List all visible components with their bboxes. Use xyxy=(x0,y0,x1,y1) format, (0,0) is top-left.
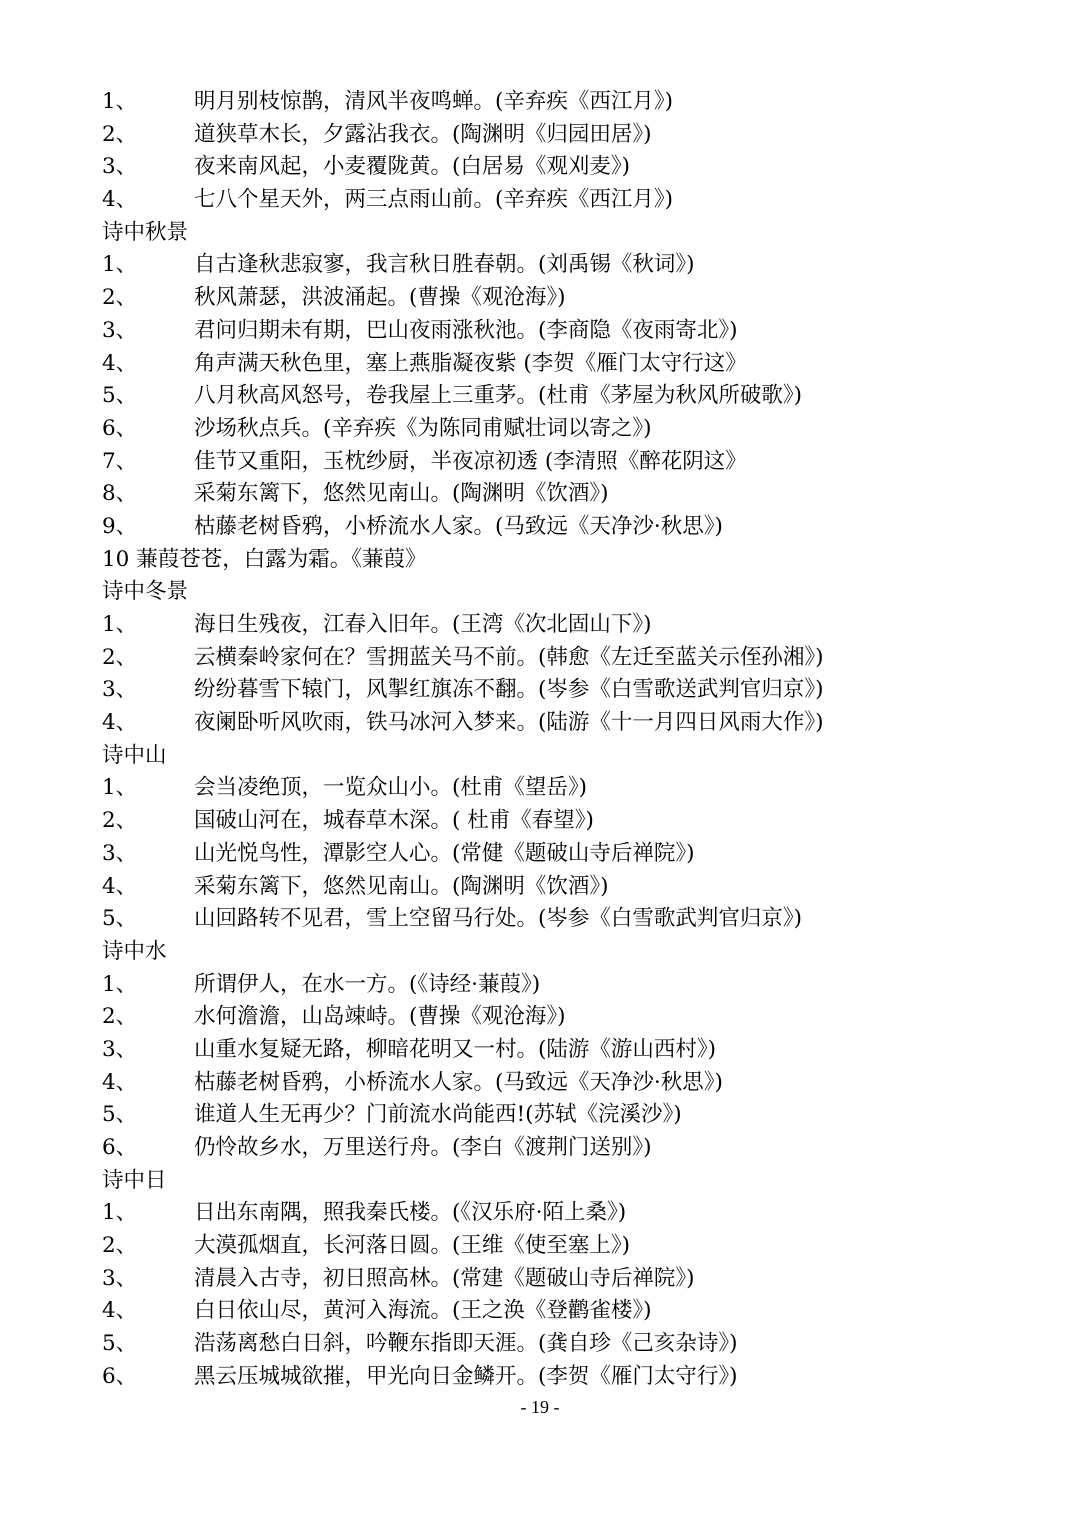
poem-text: 云横秦岭家何在？雪拥蓝关马不前。(韩愈《左迁至蓝关示侄孙湘》) xyxy=(194,644,824,670)
line-number: 9、 xyxy=(102,513,138,539)
line-number: 4、 xyxy=(102,350,138,376)
poem-line xyxy=(102,1230,1042,1263)
poem-text: 水何澹澹，山岛竦峙。(曹操《观沧海》) xyxy=(194,1004,566,1030)
poem-text: 道狭草木长，夕露沾我衣。(陶渊明《归园田居》) xyxy=(194,121,652,147)
poem-text: 所谓伊人，在水一方。(《诗经·蒹葭》) xyxy=(194,971,541,997)
line-number: 2、 xyxy=(102,121,138,147)
poem-line xyxy=(102,642,1042,675)
poem-line xyxy=(102,871,1042,904)
line-number: 1、 xyxy=(102,612,138,637)
poem-line xyxy=(102,86,1042,119)
section-heading: 诗中冬景 xyxy=(102,579,189,605)
poem-line xyxy=(102,1132,1042,1165)
poem-line xyxy=(102,282,1042,315)
section-heading: 诗中日 xyxy=(102,1167,167,1193)
line-number: 5、 xyxy=(102,906,138,932)
poem-line xyxy=(102,707,1042,740)
line-number: 5、 xyxy=(102,1331,138,1357)
poem-text: 自古逢秋悲寂寥，我言秋日胜春朝。(刘禹锡《秋词》) xyxy=(194,252,695,278)
poem-line xyxy=(102,903,1042,936)
line-number: 3、 xyxy=(102,677,138,703)
poem-text: 枯藤老树昏鸦，小桥流水人家。(马致远《天净沙·秋思》) xyxy=(194,513,723,539)
poem-line xyxy=(102,838,1042,871)
poem-line xyxy=(102,348,1042,381)
poem-text: 山重水复疑无路，柳暗花明又一村。(陆游《游山西村》) xyxy=(194,1036,717,1062)
poem-text: 枯藤老树昏鸦，小桥流水人家。(马致远《天净沙·秋思》) xyxy=(194,1069,723,1095)
line-number: 2、 xyxy=(102,808,138,834)
poem-text: 七八个星天外，两三点雨山前。(辛弃疾《西江月》) xyxy=(194,187,674,213)
poem-line xyxy=(102,151,1042,184)
section-heading: 诗中秋景 xyxy=(102,219,189,245)
poem-text: 山光悦鸟性，潭影空人心。(常健《题破山寺后禅院》) xyxy=(194,840,695,866)
poem-text: 八月秋高风怒号，卷我屋上三重茅。(杜甫《茅屋为秋风所破歌》) xyxy=(194,383,803,409)
poem-line xyxy=(102,446,1042,479)
line-number: 6、 xyxy=(102,415,138,441)
line-number: 3、 xyxy=(102,1265,138,1291)
poem-line xyxy=(102,969,1042,1002)
poem-text: 海日生残夜，江春入旧年。(王湾《次北固山下》) xyxy=(194,612,652,637)
poem-text: 秋风萧瑟，洪波涌起。(曹操《观沧海》) xyxy=(194,285,566,311)
poem-text: 国破山河在，城春草木深。( 杜甫《春望》) xyxy=(194,808,594,834)
poem-text: 佳节又重阳，玉枕纱厨，半夜凉初透 (李清照《醉花阴这》 xyxy=(194,448,747,474)
line-number: 5、 xyxy=(102,1102,138,1128)
poem-line xyxy=(102,1263,1042,1296)
poem-text: 清晨入古寺，初日照高林。(常建《题破山寺后禅院》) xyxy=(194,1265,695,1291)
poem-text: 采菊东篱下，悠然见南山。(陶渊明《饮酒》) xyxy=(194,481,609,507)
line-number: 1、 xyxy=(102,971,138,997)
line-number: 4、 xyxy=(102,1298,138,1324)
line-number: 4、 xyxy=(102,187,138,213)
line-number: 2、 xyxy=(102,644,138,670)
line-number: 5、 xyxy=(102,383,138,409)
poem-line xyxy=(102,184,1042,217)
section-heading: 诗中山 xyxy=(102,742,167,768)
poem-line xyxy=(102,413,1042,446)
line-number: 3、 xyxy=(102,154,138,180)
line-number: 1、 xyxy=(102,1200,138,1226)
poem-text: 夜来南风起，小麦覆陇黄。(白居易《观刈麦》) xyxy=(194,154,631,180)
poem-text: 仍怜故乡水，万里送行舟。(李白《渡荆门送别》) xyxy=(194,1135,652,1160)
line-number: 1、 xyxy=(102,775,138,801)
poem-text: 10 蒹葭苍苍，白露为霜。《蒹葭》 xyxy=(102,546,427,572)
poem-line xyxy=(102,1067,1042,1100)
poem-text: 日出东南隅，照我秦氏楼。(《汉乐府·陌上桑》) xyxy=(194,1200,627,1226)
poem-text: 黑云压城城欲摧，甲光向日金鳞开。(李贺《雁门太守行》) xyxy=(194,1363,738,1389)
poem-line xyxy=(102,511,1042,544)
poem-line xyxy=(102,380,1042,413)
line-number: 7、 xyxy=(102,448,138,474)
line-number: 2、 xyxy=(102,285,138,311)
poem-line xyxy=(102,772,1042,805)
poem-text: 白日依山尽，黄河入海流。(王之涣《登鹳雀楼》) xyxy=(194,1298,652,1324)
poem-text: 浩荡离愁白日斜，吟鞭东指即天涯。(龚自珍《己亥杂诗》) xyxy=(194,1331,738,1357)
line-number: 2、 xyxy=(102,1004,138,1030)
poem-line xyxy=(102,1328,1042,1361)
poem-text: 沙场秋点兵。(辛弃疾《为陈同甫赋壮词以寄之》) xyxy=(194,415,652,441)
poem-line xyxy=(102,1295,1042,1328)
poem-text: 采菊东篱下，悠然见南山。(陶渊明《饮酒》) xyxy=(194,873,609,899)
poem-line xyxy=(102,674,1042,707)
poem-text: 会当凌绝顶，一览众山小。(杜甫《望岳》) xyxy=(194,775,588,801)
poem-line xyxy=(102,1361,1042,1394)
poem-text: 角声满天秋色里，塞上燕脂凝夜紫 (李贺《雁门太守行这》 xyxy=(194,350,747,376)
line-number: 3、 xyxy=(102,840,138,866)
line-number: 8、 xyxy=(102,481,138,507)
poem-line xyxy=(102,478,1042,511)
poem-line xyxy=(102,249,1042,282)
poem-line xyxy=(102,119,1042,152)
line-number: 6、 xyxy=(102,1135,138,1160)
line-number: 3、 xyxy=(102,1036,138,1062)
poem-line xyxy=(102,1099,1042,1132)
poem-text: 谁道人生无再少？门前流水尚能西!(苏轼《浣溪沙》) xyxy=(194,1102,682,1128)
page-number: - 19 - xyxy=(520,1397,560,1417)
poem-text: 大漠孤烟直，长河落日圆。(王维《使至塞上》) xyxy=(194,1233,631,1259)
line-number: 1、 xyxy=(102,252,138,278)
line-number: 3、 xyxy=(102,317,138,343)
poem-line xyxy=(102,1197,1042,1230)
line-number: 4、 xyxy=(102,1069,138,1095)
poem-text: 夜阑卧听风吹雨，铁马冰河入梦来。(陆游《十一月四日风雨大作》) xyxy=(194,710,824,736)
poem-line xyxy=(102,609,1042,642)
poem-line xyxy=(102,544,1042,577)
line-number: 6、 xyxy=(102,1363,138,1389)
poem-list xyxy=(102,86,1042,1394)
poem-text: 山回路转不见君，雪上空留马行处。(岑参《白雪歌武判官归京》) xyxy=(194,906,803,932)
poem-text: 君问归期未有期，巴山夜雨涨秋池。(李商隐《夜雨寄北》) xyxy=(194,317,738,343)
line-number: 4、 xyxy=(102,710,138,736)
poem-line xyxy=(102,1034,1042,1067)
poem-text: 纷纷暮雪下辕门，风掣红旗冻不翻。(岑参《白雪歌送武判官归京》) xyxy=(194,677,824,703)
line-number: 1、 xyxy=(102,89,138,114)
poem-text: 明月别枝惊鹊，清风半夜鸣蝉。(辛弃疾《西江月》) xyxy=(194,89,674,114)
poem-line xyxy=(102,805,1042,838)
poem-line xyxy=(102,1001,1042,1034)
poem-line xyxy=(102,315,1042,348)
section-heading: 诗中水 xyxy=(102,938,167,964)
line-number: 4、 xyxy=(102,873,138,899)
line-number: 2、 xyxy=(102,1233,138,1259)
